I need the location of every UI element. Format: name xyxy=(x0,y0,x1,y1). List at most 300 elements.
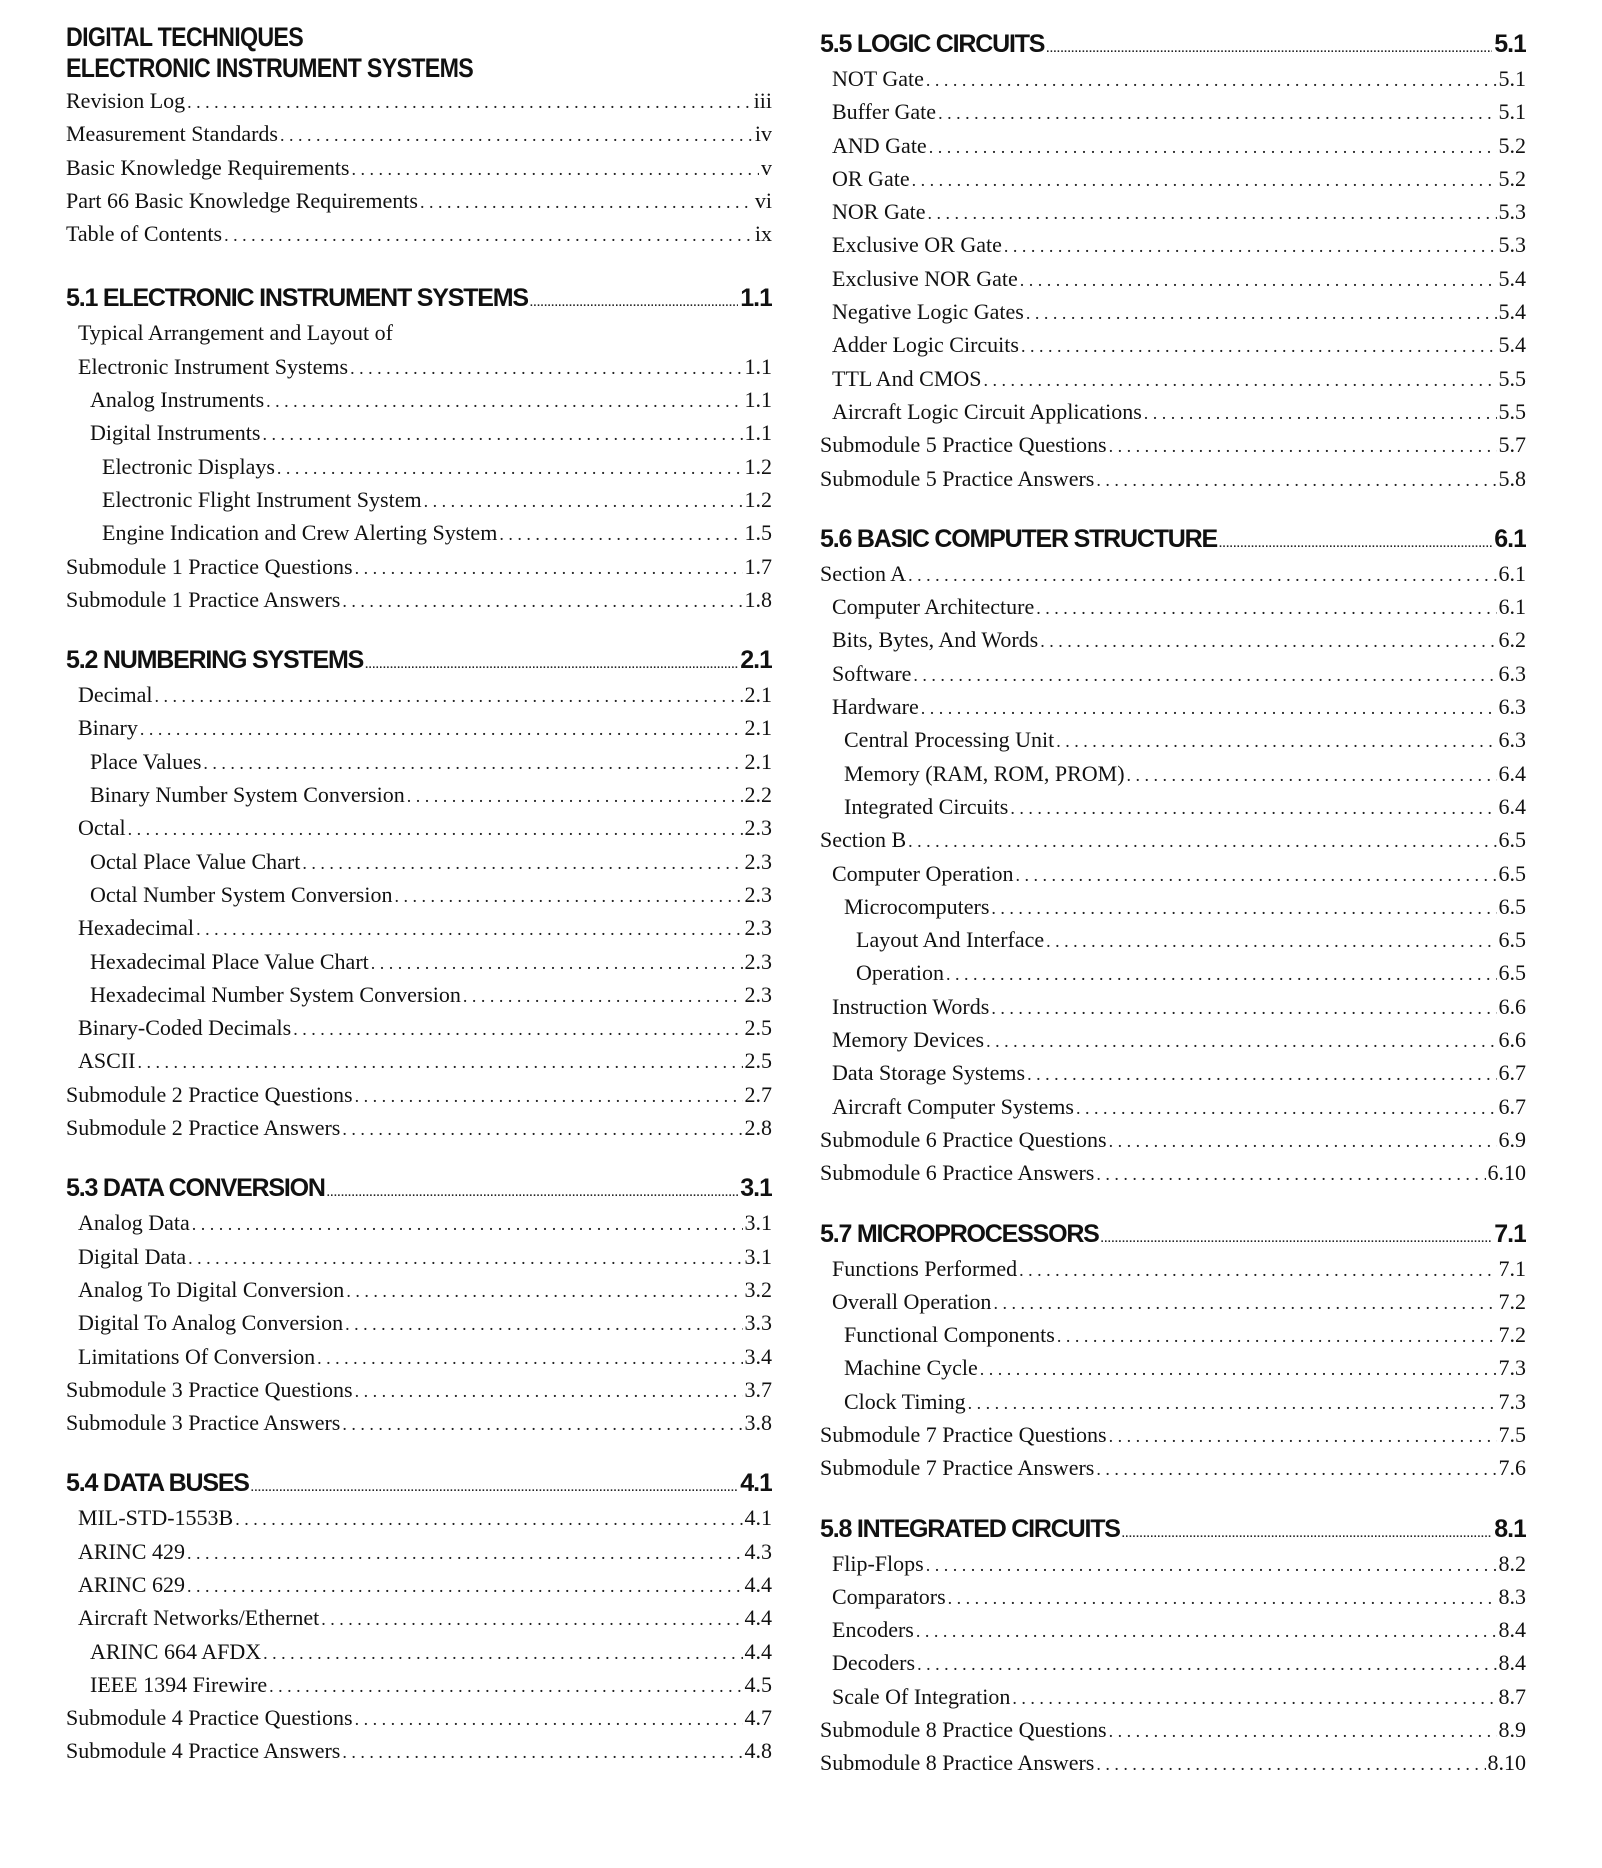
page-number: 5.5 xyxy=(1498,365,1526,391)
toc-section-heading[interactable] xyxy=(820,1216,1526,1252)
toc-entry-label: 5.1 ELECTRONIC INSTRUMENT SYSTEMS xyxy=(66,284,528,313)
toc-entry[interactable] xyxy=(820,956,1526,989)
page-number: 4.4 xyxy=(744,1605,772,1631)
toc-front-matter-item[interactable] xyxy=(66,184,772,217)
toc-entry[interactable] xyxy=(820,690,1526,723)
toc-entry[interactable] xyxy=(66,1111,772,1144)
dot-leader xyxy=(1010,792,1496,823)
dot-leader xyxy=(1144,397,1497,428)
toc-entry-label: Octal xyxy=(78,815,126,841)
toc-entry-label: Submodule 2 Practice Answers xyxy=(66,1115,341,1141)
page-number: 2.3 xyxy=(744,915,772,941)
toc-entry-label: Memory (RAM, ROM, PROM) xyxy=(844,760,1125,786)
dot-leader xyxy=(137,1046,742,1077)
page-number: 6.5 xyxy=(1498,960,1526,986)
toc-entry[interactable] xyxy=(820,857,1526,890)
toc-entry[interactable] xyxy=(820,1385,1526,1418)
dot-leader xyxy=(1122,1516,1492,1547)
page-number: 7.1 xyxy=(1498,1255,1526,1281)
toc-entry[interactable] xyxy=(820,1123,1526,1156)
dot-leader xyxy=(187,86,751,117)
dot-leader xyxy=(187,1570,743,1601)
toc-entry[interactable] xyxy=(820,890,1526,923)
toc-entry[interactable] xyxy=(66,1568,772,1601)
page-number: 2.3 xyxy=(744,848,772,874)
dot-leader xyxy=(269,1670,742,1701)
page-number: 8.7 xyxy=(1498,1683,1526,1709)
toc-section-heading[interactable] xyxy=(820,26,1526,62)
page-number: 4.1 xyxy=(744,1505,772,1531)
dot-leader xyxy=(188,1242,742,1273)
dot-leader xyxy=(991,892,1496,923)
dot-leader xyxy=(365,647,738,678)
dot-leader xyxy=(948,1582,1497,1613)
page-number: v xyxy=(761,154,772,180)
dot-leader xyxy=(1109,1420,1497,1451)
toc-entry[interactable] xyxy=(820,129,1526,162)
toc-entry-label: Submodule 5 Practice Answers xyxy=(820,465,1095,491)
page-number: 3.3 xyxy=(744,1310,772,1336)
page-number: 3.7 xyxy=(744,1376,772,1402)
toc-entry-label: Typical Arrangement and Layout of xyxy=(78,320,393,346)
dot-leader xyxy=(1019,1254,1496,1285)
page-number: 6.3 xyxy=(1498,660,1526,686)
page-number: 8.1 xyxy=(1494,1514,1526,1543)
toc-section xyxy=(820,1511,1526,1780)
dot-leader xyxy=(342,1408,742,1439)
dot-leader xyxy=(262,418,742,449)
dot-leader xyxy=(1015,859,1496,890)
page-number: 5.8 xyxy=(1498,465,1526,491)
toc-entry-label: Layout And Interface xyxy=(856,927,1045,953)
page-number: 8.4 xyxy=(1498,1650,1526,1676)
toc-entry[interactable] xyxy=(66,1240,772,1273)
toc-entry[interactable] xyxy=(820,62,1526,95)
toc-entry[interactable] xyxy=(66,450,772,483)
toc-entry-label: Bits, Bytes, And Words xyxy=(832,627,1039,653)
dot-leader xyxy=(946,958,1497,989)
page-number: 1.1 xyxy=(740,284,772,313)
dot-leader xyxy=(424,485,743,516)
dot-leader xyxy=(921,692,1497,723)
toc-entry[interactable] xyxy=(820,990,1526,1023)
left-sections xyxy=(66,280,772,1767)
dot-leader xyxy=(342,1113,742,1144)
dot-leader xyxy=(1096,1453,1496,1484)
toc-front-matter-item[interactable] xyxy=(66,117,772,150)
dot-leader xyxy=(908,825,1496,856)
page-number: 7.1 xyxy=(1494,1219,1526,1248)
dot-leader xyxy=(235,1503,742,1534)
page-number: 2.3 xyxy=(744,815,772,841)
toc-entry[interactable] xyxy=(66,1340,772,1373)
toc-entry-label: Overall Operation xyxy=(832,1288,992,1314)
toc-section xyxy=(66,642,772,1144)
toc-entry[interactable] xyxy=(820,657,1526,690)
page-number: 4.5 xyxy=(744,1671,772,1697)
toc-entry[interactable] xyxy=(66,316,772,349)
toc-entry-label: Hexadecimal Number System Conversion xyxy=(90,981,461,1007)
page-number: 6.5 xyxy=(1498,860,1526,886)
title-line-2: ELECTRONIC INSTRUMENT SYSTEMS xyxy=(66,53,474,83)
page-number: 2.1 xyxy=(744,748,772,774)
page-number: 5.4 xyxy=(1498,265,1526,291)
toc-entry[interactable] xyxy=(820,1023,1526,1056)
toc-entry[interactable] xyxy=(66,1668,772,1701)
toc-entry[interactable] xyxy=(66,1701,772,1734)
toc-front-matter-item[interactable] xyxy=(66,217,772,250)
toc-entry[interactable] xyxy=(820,757,1526,790)
dot-leader xyxy=(355,1080,743,1111)
toc-entry-label: Part 66 Basic Knowledge Requirements xyxy=(66,187,418,213)
page-number: 4.1 xyxy=(740,1469,772,1498)
toc-entry[interactable] xyxy=(820,1613,1526,1646)
dot-leader xyxy=(352,153,760,184)
toc-entry[interactable] xyxy=(66,1206,772,1239)
toc-entry[interactable] xyxy=(820,395,1526,428)
dot-leader xyxy=(355,552,743,583)
toc-section-heading[interactable] xyxy=(66,280,772,316)
toc-entry-label: Analog Instruments xyxy=(90,387,265,413)
toc-entry[interactable] xyxy=(66,1011,772,1044)
dot-leader xyxy=(407,780,743,811)
page-number: 6.5 xyxy=(1498,927,1526,953)
toc-entry[interactable] xyxy=(66,516,772,549)
dot-leader xyxy=(926,64,1497,95)
toc-entry[interactable] xyxy=(66,483,772,516)
toc-entry[interactable] xyxy=(820,823,1526,856)
toc-entry[interactable] xyxy=(66,1273,772,1306)
page-number: 4.7 xyxy=(744,1705,772,1731)
toc-entry-label: Table of Contents xyxy=(66,221,223,247)
dot-leader xyxy=(980,1353,1497,1384)
toc-entry[interactable] xyxy=(820,1418,1526,1451)
page-number: 2.1 xyxy=(740,646,772,675)
toc-entry[interactable] xyxy=(66,745,772,778)
dot-leader xyxy=(251,1470,738,1501)
toc-entry[interactable] xyxy=(820,1156,1526,1189)
toc-entry[interactable] xyxy=(820,228,1526,261)
toc-entry-label: Aircraft Logic Circuit Applications xyxy=(832,398,1142,424)
page-number: iv xyxy=(754,121,772,147)
page-number: 2.8 xyxy=(744,1115,772,1141)
toc-entry[interactable] xyxy=(66,1535,772,1568)
page-number: ix xyxy=(754,221,772,247)
page-number: 1.5 xyxy=(744,520,772,546)
toc-entry-label: Electronic Flight Instrument System xyxy=(102,486,422,512)
dot-leader xyxy=(1026,297,1497,328)
toc-front-matter-item[interactable] xyxy=(66,151,772,184)
toc-entry-label: Analog Data xyxy=(78,1210,190,1236)
page-number: 1.8 xyxy=(744,586,772,612)
toc-entry-label: Electronic Instrument Systems xyxy=(78,353,349,379)
page-number: 5.3 xyxy=(1498,232,1526,258)
dot-leader xyxy=(912,164,1497,195)
toc-section xyxy=(820,521,1526,1190)
toc-entry-label: Scale Of Integration xyxy=(832,1683,1011,1709)
toc-entry[interactable] xyxy=(820,262,1526,295)
toc-entry-label: Data Storage Systems xyxy=(832,1060,1026,1086)
right-sections xyxy=(820,26,1526,1780)
toc-entry[interactable] xyxy=(820,1713,1526,1746)
toc-section-heading[interactable] xyxy=(66,642,772,678)
toc-entry[interactable] xyxy=(820,328,1526,361)
dot-leader xyxy=(1219,526,1492,557)
page-number: 7.6 xyxy=(1498,1455,1526,1481)
dot-leader xyxy=(224,219,753,250)
dot-leader xyxy=(916,1615,1497,1646)
toc-entry[interactable] xyxy=(66,811,772,844)
dot-leader xyxy=(1096,464,1496,495)
dot-leader xyxy=(321,1603,742,1634)
dot-leader xyxy=(355,1375,743,1406)
dot-leader xyxy=(499,518,742,549)
toc-entry[interactable] xyxy=(66,778,772,811)
page-number: 1.2 xyxy=(744,453,772,479)
toc-entry-label: OR Gate xyxy=(832,165,910,191)
page-number: 6.1 xyxy=(1494,524,1526,553)
dot-leader xyxy=(355,1703,743,1734)
dot-leader xyxy=(908,559,1496,590)
toc-section-heading[interactable] xyxy=(66,1465,772,1501)
page-number: 6.5 xyxy=(1498,827,1526,853)
toc-entry-label: Digital Data xyxy=(78,1243,187,1269)
toc-entry[interactable] xyxy=(66,678,772,711)
page-number: 6.4 xyxy=(1498,793,1526,819)
toc-entry[interactable] xyxy=(820,1252,1526,1285)
dot-leader xyxy=(327,1175,739,1206)
page-number: 6.7 xyxy=(1498,1060,1526,1086)
toc-entry-label: Integrated Circuits xyxy=(844,793,1009,819)
toc-entry[interactable] xyxy=(820,1547,1526,1580)
toc-entry-label: Analog To Digital Conversion xyxy=(78,1276,345,1302)
dot-leader xyxy=(993,1287,1496,1318)
toc-entry[interactable] xyxy=(820,1318,1526,1351)
toc-entry-label: Place Values xyxy=(90,748,202,774)
toc-entry-label: Binary xyxy=(78,715,138,741)
toc-entry[interactable] xyxy=(820,1451,1526,1484)
toc-entry[interactable] xyxy=(820,428,1526,461)
page-number: 3.2 xyxy=(744,1276,772,1302)
page-number: 5.5 xyxy=(1498,398,1526,424)
toc-entry-label: Submodule 4 Practice Answers xyxy=(66,1738,341,1764)
toc-entry[interactable] xyxy=(820,923,1526,956)
dot-leader xyxy=(266,385,742,416)
toc-entry-label: Submodule 3 Practice Questions xyxy=(66,1376,353,1402)
toc-entry[interactable] xyxy=(66,978,772,1011)
toc-entry[interactable] xyxy=(66,1078,772,1111)
toc-front-matter-item[interactable] xyxy=(66,84,772,117)
toc-entry[interactable] xyxy=(66,1406,772,1439)
page-number: 1.1 xyxy=(744,353,772,379)
toc-entry-label: Hexadecimal xyxy=(78,915,195,941)
toc-entry-label: ARINC 629 xyxy=(78,1571,185,1597)
toc-entry-label: Octal Place Value Chart xyxy=(90,848,301,874)
toc-entry[interactable] xyxy=(66,1044,772,1077)
toc-entry[interactable] xyxy=(820,557,1526,590)
page-number: 6.3 xyxy=(1498,727,1526,753)
toc-entry[interactable] xyxy=(66,711,772,744)
toc-entry[interactable] xyxy=(820,1285,1526,1318)
dot-leader xyxy=(342,585,742,616)
toc-section xyxy=(66,1170,772,1439)
page-number: 7.3 xyxy=(1498,1355,1526,1381)
toc-entry[interactable] xyxy=(66,583,772,616)
toc-entry-label: Decoders xyxy=(832,1650,916,1676)
toc-section-heading[interactable] xyxy=(66,1170,772,1206)
toc-entry-label: ASCII xyxy=(78,1048,136,1074)
toc-entry[interactable] xyxy=(66,911,772,944)
toc-entry[interactable] xyxy=(820,1580,1526,1613)
toc-entry[interactable] xyxy=(820,790,1526,823)
toc-entry[interactable] xyxy=(820,195,1526,228)
page-number: 2.1 xyxy=(744,715,772,741)
page-number: 5.1 xyxy=(1494,30,1526,58)
dot-leader xyxy=(1040,625,1496,656)
toc-entry-label: Hexadecimal Place Value Chart xyxy=(90,948,369,974)
toc-entry-label: Machine Cycle xyxy=(844,1355,978,1381)
dot-leader xyxy=(196,913,742,944)
toc-entry-label: MIL-STD-1553B xyxy=(78,1505,234,1531)
toc-entry[interactable] xyxy=(66,1501,772,1534)
toc-entry[interactable] xyxy=(66,1373,772,1406)
toc-entry-label: Digital Instruments xyxy=(90,420,261,446)
toc-entry-label: Central Processing Unit xyxy=(844,727,1055,753)
dot-leader xyxy=(927,197,1496,228)
dot-leader xyxy=(463,980,743,1011)
toc-entry[interactable] xyxy=(820,295,1526,328)
toc-entry-label: 5.7 MICROPROCESSORS xyxy=(820,1219,1099,1248)
dot-leader xyxy=(1057,1320,1497,1351)
page-number: 4.4 xyxy=(744,1571,772,1597)
dot-leader xyxy=(926,1549,1497,1580)
toc-entry-label: Adder Logic Circuits xyxy=(832,332,1019,358)
page-number: 7.2 xyxy=(1498,1288,1526,1314)
page-number: 2.3 xyxy=(744,881,772,907)
dot-leader xyxy=(293,1013,742,1044)
toc-entry[interactable] xyxy=(820,1646,1526,1679)
document-title xyxy=(66,22,772,84)
toc-entry[interactable] xyxy=(66,845,772,878)
toc-entry[interactable] xyxy=(66,1601,772,1634)
toc-entry[interactable] xyxy=(66,1734,772,1767)
toc-entry-label: Aircraft Computer Systems xyxy=(832,1093,1074,1119)
dot-leader xyxy=(1076,1092,1497,1123)
page-number: 8.4 xyxy=(1498,1617,1526,1643)
toc-entry-label: Clock Timing xyxy=(844,1388,966,1414)
page-number: 6.5 xyxy=(1498,893,1526,919)
toc-entry-label: ARINC 429 xyxy=(78,1538,185,1564)
toc-entry[interactable] xyxy=(820,590,1526,623)
toc-entry-label: Submodule 5 Practice Questions xyxy=(820,432,1107,458)
page-number: 5.7 xyxy=(1498,432,1526,458)
toc-entry[interactable] xyxy=(820,623,1526,656)
toc-section xyxy=(820,26,1526,495)
toc-entry-label: 5.5 LOGIC CIRCUITS xyxy=(820,30,1045,58)
toc-entry-label: Submodule 6 Practice Answers xyxy=(820,1160,1095,1186)
toc-entry[interactable] xyxy=(66,1306,772,1339)
toc-entry-label: Section B xyxy=(820,827,907,853)
dot-leader xyxy=(968,1387,1497,1418)
page-number: 1.7 xyxy=(744,553,772,579)
page-number: 2.5 xyxy=(744,1015,772,1041)
page-number: 5.2 xyxy=(1498,132,1526,158)
page-number: 6.3 xyxy=(1498,694,1526,720)
toc-entry-label: 5.6 BASIC COMPUTER STRUCTURE xyxy=(820,524,1217,553)
dot-leader xyxy=(187,1537,743,1568)
toc-right-column xyxy=(820,0,1526,1780)
toc-entry[interactable] xyxy=(66,945,772,978)
page-number: 2.1 xyxy=(744,682,772,708)
toc-entry[interactable] xyxy=(820,462,1526,495)
toc-entry-label: Negative Logic Gates xyxy=(832,299,1024,325)
toc-entry-label: Submodule 8 Practice Questions xyxy=(820,1717,1107,1743)
page-number: 2.3 xyxy=(744,981,772,1007)
toc-entry-label: Software xyxy=(832,660,912,686)
page-number: 8.10 xyxy=(1487,1750,1526,1776)
dot-leader xyxy=(203,747,742,778)
page-number: 2.3 xyxy=(744,948,772,974)
toc-entry[interactable] xyxy=(66,416,772,449)
page-number: 5.4 xyxy=(1498,299,1526,325)
page-number: 3.1 xyxy=(744,1243,772,1269)
dot-leader xyxy=(192,1208,743,1239)
toc-entry[interactable] xyxy=(820,1090,1526,1123)
page-number: 6.6 xyxy=(1498,993,1526,1019)
toc-section xyxy=(66,280,772,616)
page-number: 4.8 xyxy=(744,1738,772,1764)
toc-entry[interactable] xyxy=(66,350,772,383)
toc-section-heading[interactable] xyxy=(820,1511,1526,1547)
dot-leader xyxy=(929,131,1497,162)
toc-entry-label: Binary Number System Conversion xyxy=(90,782,405,808)
toc-entry[interactable] xyxy=(66,550,772,583)
toc-entry-label: Submodule 8 Practice Answers xyxy=(820,1750,1095,1776)
toc-entry-label: 5.8 INTEGRATED CIRCUITS xyxy=(820,1514,1120,1543)
dot-leader xyxy=(530,285,738,316)
toc-entry-label: Submodule 1 Practice Answers xyxy=(66,586,341,612)
toc-section-heading[interactable] xyxy=(820,521,1526,557)
toc-entry[interactable] xyxy=(820,362,1526,395)
dot-leader xyxy=(991,992,1496,1023)
toc-section xyxy=(66,1465,772,1767)
dot-leader xyxy=(346,1275,742,1306)
toc-entry-label: Electronic Displays xyxy=(102,453,275,479)
toc-entry[interactable] xyxy=(820,1351,1526,1384)
front-matter-list xyxy=(66,84,772,250)
dot-leader xyxy=(1109,430,1497,461)
page-number: 4.3 xyxy=(744,1538,772,1564)
toc-entry[interactable] xyxy=(66,878,772,911)
toc-entry[interactable] xyxy=(820,95,1526,128)
toc-entry[interactable] xyxy=(66,383,772,416)
toc-entry[interactable] xyxy=(820,1746,1526,1779)
toc-entry-label: Submodule 3 Practice Answers xyxy=(66,1410,341,1436)
toc-entry[interactable] xyxy=(66,1635,772,1668)
toc-entry-label: Submodule 7 Practice Answers xyxy=(820,1455,1095,1481)
toc-entry[interactable] xyxy=(820,1056,1526,1089)
toc-entry[interactable] xyxy=(820,723,1526,756)
dot-leader xyxy=(1046,925,1496,956)
toc-entry-label: 5.3 DATA CONVERSION xyxy=(66,1174,325,1203)
page-number: 6.9 xyxy=(1498,1126,1526,1152)
toc-entry-label: NOT Gate xyxy=(832,66,924,91)
toc-entry-label: 5.4 DATA BUSES xyxy=(66,1469,249,1498)
toc-entry-label: Binary-Coded Decimals xyxy=(78,1015,292,1041)
toc-entry[interactable] xyxy=(820,1680,1526,1713)
toc-entry[interactable] xyxy=(820,162,1526,195)
toc-entry-label: Instruction Words xyxy=(832,993,990,1019)
